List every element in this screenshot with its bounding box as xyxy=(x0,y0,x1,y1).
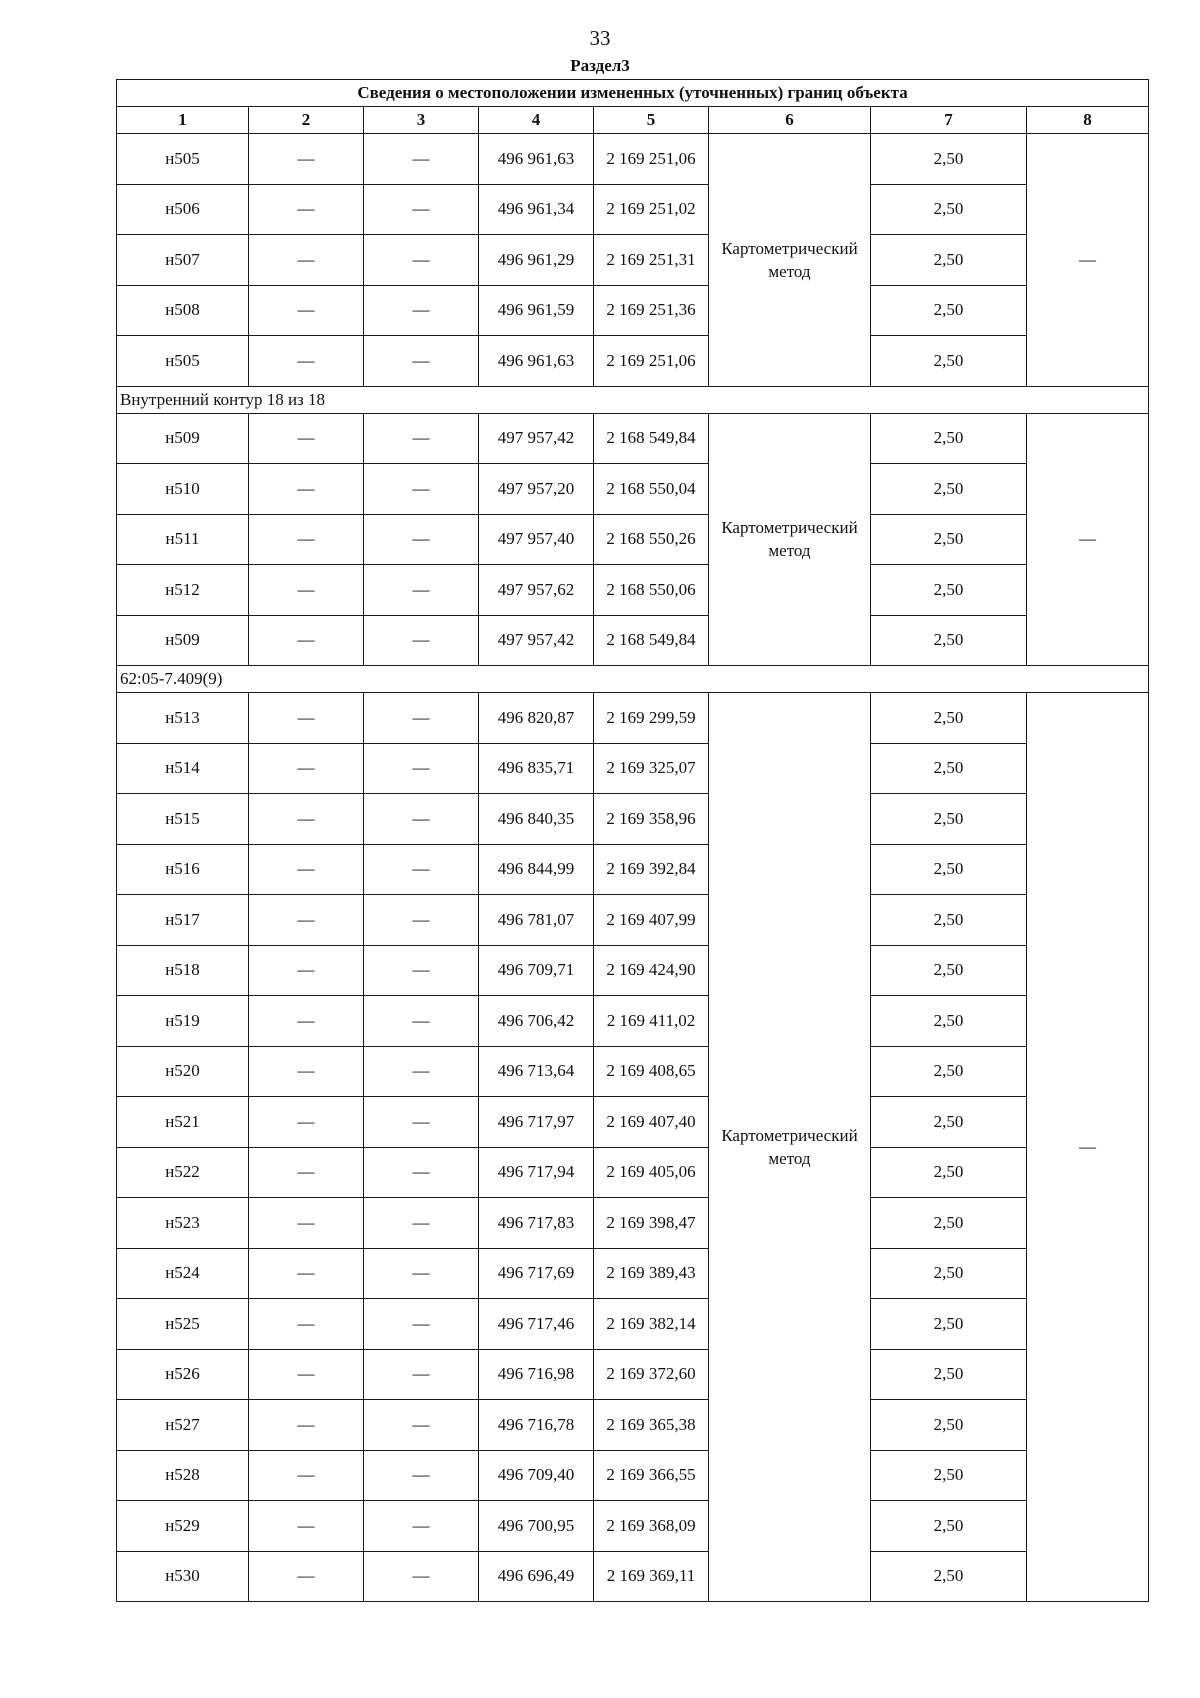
x-coordinate-cell: 496 717,97 xyxy=(479,1097,594,1148)
point-name-cell: н513 xyxy=(117,693,249,744)
column-3-cell: — xyxy=(364,1551,479,1602)
column-2-cell: — xyxy=(249,285,364,336)
column-2-cell: — xyxy=(249,1046,364,1097)
column-number: 8 xyxy=(1027,107,1149,134)
accuracy-cell: 2,50 xyxy=(871,1248,1027,1299)
column-3-cell: — xyxy=(364,1450,479,1501)
y-coordinate-cell: 2 169 407,99 xyxy=(594,895,709,946)
column-2-cell: — xyxy=(249,336,364,387)
table-row xyxy=(117,1551,1149,1602)
method-cell: Картометрический метод xyxy=(709,413,871,666)
table-row xyxy=(117,743,1149,794)
column-3-cell: — xyxy=(364,1147,479,1198)
column-3-cell: — xyxy=(364,134,479,185)
column-number-row xyxy=(117,107,1149,134)
column-3-cell: — xyxy=(364,945,479,996)
accuracy-cell: 2,50 xyxy=(871,693,1027,744)
point-name-cell: н528 xyxy=(117,1450,249,1501)
y-coordinate-cell: 2 169 389,43 xyxy=(594,1248,709,1299)
column-3-cell: — xyxy=(364,285,479,336)
accuracy-cell: 2,50 xyxy=(871,134,1027,185)
point-name-cell: н514 xyxy=(117,743,249,794)
table-row xyxy=(117,336,1149,387)
point-name-cell: н525 xyxy=(117,1299,249,1350)
x-coordinate-cell: 497 957,20 xyxy=(479,464,594,515)
x-coordinate-cell: 497 957,42 xyxy=(479,615,594,666)
x-coordinate-cell: 496 716,98 xyxy=(479,1349,594,1400)
point-name-cell: н505 xyxy=(117,134,249,185)
y-coordinate-cell: 2 169 251,36 xyxy=(594,285,709,336)
point-name-cell: н506 xyxy=(117,184,249,235)
accuracy-cell: 2,50 xyxy=(871,1046,1027,1097)
column-number: 2 xyxy=(249,107,364,134)
accuracy-cell: 2,50 xyxy=(871,1551,1027,1602)
group-label-row xyxy=(117,666,1149,693)
y-coordinate-cell: 2 169 325,07 xyxy=(594,743,709,794)
y-coordinate-cell: 2 169 365,38 xyxy=(594,1400,709,1451)
y-coordinate-cell: 2 169 405,06 xyxy=(594,1147,709,1198)
column-number: 4 xyxy=(479,107,594,134)
column-2-cell: — xyxy=(249,1349,364,1400)
point-name-cell: н529 xyxy=(117,1501,249,1552)
accuracy-cell: 2,50 xyxy=(871,996,1027,1047)
table-row xyxy=(117,1349,1149,1400)
x-coordinate-cell: 496 706,42 xyxy=(479,996,594,1047)
table-row xyxy=(117,693,1149,744)
accuracy-cell: 2,50 xyxy=(871,464,1027,515)
accuracy-cell: 2,50 xyxy=(871,844,1027,895)
y-coordinate-cell: 2 169 411,02 xyxy=(594,996,709,1047)
table-row xyxy=(117,514,1149,565)
column-number: 3 xyxy=(364,107,479,134)
method-cell: Картометрический метод xyxy=(709,693,871,1602)
column-2-cell: — xyxy=(249,413,364,464)
table-row xyxy=(117,134,1149,185)
y-coordinate-cell: 2 169 424,90 xyxy=(594,945,709,996)
y-coordinate-cell: 2 168 549,84 xyxy=(594,413,709,464)
x-coordinate-cell: 496 835,71 xyxy=(479,743,594,794)
column-2-cell: — xyxy=(249,996,364,1047)
point-name-cell: н512 xyxy=(117,565,249,616)
y-coordinate-cell: 2 169 251,02 xyxy=(594,184,709,235)
point-name-cell: н516 xyxy=(117,844,249,895)
x-coordinate-cell: 496 717,94 xyxy=(479,1147,594,1198)
x-coordinate-cell: 497 957,40 xyxy=(479,514,594,565)
x-coordinate-cell: 496 961,29 xyxy=(479,235,594,286)
column-3-cell: — xyxy=(364,464,479,515)
column-2-cell: — xyxy=(249,1147,364,1198)
column-2-cell: — xyxy=(249,1501,364,1552)
column-3-cell: — xyxy=(364,1198,479,1249)
x-coordinate-cell: 496 709,71 xyxy=(479,945,594,996)
table-row xyxy=(117,1248,1149,1299)
point-name-cell: н527 xyxy=(117,1400,249,1451)
y-coordinate-cell: 2 169 251,06 xyxy=(594,134,709,185)
point-name-cell: н505 xyxy=(117,336,249,387)
accuracy-cell: 2,50 xyxy=(871,413,1027,464)
x-coordinate-cell: 496 961,34 xyxy=(479,184,594,235)
accuracy-cell: 2,50 xyxy=(871,285,1027,336)
column-2-cell: — xyxy=(249,794,364,845)
y-coordinate-cell: 2 169 398,47 xyxy=(594,1198,709,1249)
point-name-cell: н510 xyxy=(117,464,249,515)
x-coordinate-cell: 496 696,49 xyxy=(479,1551,594,1602)
point-name-cell: н519 xyxy=(117,996,249,1047)
column-3-cell: — xyxy=(364,743,479,794)
x-coordinate-cell: 496 844,99 xyxy=(479,844,594,895)
column-2-cell: — xyxy=(249,615,364,666)
column-2-cell: — xyxy=(249,1400,364,1451)
y-coordinate-cell: 2 169 366,55 xyxy=(594,1450,709,1501)
column-2-cell: — xyxy=(249,184,364,235)
column-number: 5 xyxy=(594,107,709,134)
column-2-cell: — xyxy=(249,235,364,286)
accuracy-cell: 2,50 xyxy=(871,1097,1027,1148)
y-coordinate-cell: 2 169 408,65 xyxy=(594,1046,709,1097)
column-3-cell: — xyxy=(364,1097,479,1148)
accuracy-cell: 2,50 xyxy=(871,794,1027,845)
table-row xyxy=(117,1147,1149,1198)
table-row xyxy=(117,615,1149,666)
x-coordinate-cell: 496 961,63 xyxy=(479,134,594,185)
x-coordinate-cell: 496 716,78 xyxy=(479,1400,594,1451)
column-number: 6 xyxy=(709,107,871,134)
accuracy-cell: 2,50 xyxy=(871,336,1027,387)
column-2-cell: — xyxy=(249,1198,364,1249)
column-3-cell: — xyxy=(364,1046,479,1097)
table-row xyxy=(117,285,1149,336)
x-coordinate-cell: 496 961,63 xyxy=(479,336,594,387)
accuracy-cell: 2,50 xyxy=(871,945,1027,996)
accuracy-cell: 2,50 xyxy=(871,615,1027,666)
accuracy-cell: 2,50 xyxy=(871,514,1027,565)
y-coordinate-cell: 2 169 382,14 xyxy=(594,1299,709,1350)
coordinates-table xyxy=(116,79,1149,1602)
y-coordinate-cell: 2 169 372,60 xyxy=(594,1349,709,1400)
column-3-cell: — xyxy=(364,413,479,464)
column-2-cell: — xyxy=(249,895,364,946)
table-row xyxy=(117,996,1149,1047)
point-name-cell: н518 xyxy=(117,945,249,996)
y-coordinate-cell: 2 168 550,04 xyxy=(594,464,709,515)
table-caption: Сведения о местоположении измененных (уточненных) границ объекта xyxy=(117,80,1149,107)
column-2-cell: — xyxy=(249,743,364,794)
column-2-cell: — xyxy=(249,464,364,515)
point-name-cell: н520 xyxy=(117,1046,249,1097)
accuracy-cell: 2,50 xyxy=(871,1299,1027,1350)
y-coordinate-cell: 2 169 299,59 xyxy=(594,693,709,744)
y-coordinate-cell: 2 169 251,06 xyxy=(594,336,709,387)
table-row xyxy=(117,945,1149,996)
y-coordinate-cell: 2 168 549,84 xyxy=(594,615,709,666)
table-row xyxy=(117,184,1149,235)
point-name-cell: н522 xyxy=(117,1147,249,1198)
column-8-cell: — xyxy=(1027,693,1149,1602)
point-name-cell: н515 xyxy=(117,794,249,845)
table-row xyxy=(117,1097,1149,1148)
table-body xyxy=(117,134,1149,1602)
column-2-cell: — xyxy=(249,693,364,744)
table-row xyxy=(117,1046,1149,1097)
table-row xyxy=(117,1198,1149,1249)
accuracy-cell: 2,50 xyxy=(871,1450,1027,1501)
column-2-cell: — xyxy=(249,844,364,895)
column-2-cell: — xyxy=(249,1097,364,1148)
table-row xyxy=(117,794,1149,845)
column-number: 7 xyxy=(871,107,1027,134)
column-2-cell: — xyxy=(249,1551,364,1602)
table-row xyxy=(117,1400,1149,1451)
table-row xyxy=(117,1450,1149,1501)
column-8-cell: — xyxy=(1027,134,1149,387)
column-2-cell: — xyxy=(249,565,364,616)
accuracy-cell: 2,50 xyxy=(871,895,1027,946)
column-3-cell: — xyxy=(364,1248,479,1299)
column-2-cell: — xyxy=(249,134,364,185)
table-row xyxy=(117,844,1149,895)
accuracy-cell: 2,50 xyxy=(871,1400,1027,1451)
point-name-cell: н509 xyxy=(117,413,249,464)
accuracy-cell: 2,50 xyxy=(871,1501,1027,1552)
column-3-cell: — xyxy=(364,184,479,235)
y-coordinate-cell: 2 169 392,84 xyxy=(594,844,709,895)
column-3-cell: — xyxy=(364,565,479,616)
column-2-cell: — xyxy=(249,1299,364,1350)
accuracy-cell: 2,50 xyxy=(871,235,1027,286)
x-coordinate-cell: 497 957,62 xyxy=(479,565,594,616)
table-row xyxy=(117,1501,1149,1552)
x-coordinate-cell: 496 713,64 xyxy=(479,1046,594,1097)
column-number: 1 xyxy=(117,107,249,134)
column-3-cell: — xyxy=(364,844,479,895)
section-title: Раздел3 xyxy=(570,56,630,75)
column-2-cell: — xyxy=(249,945,364,996)
point-name-cell: н511 xyxy=(117,514,249,565)
accuracy-cell: 2,50 xyxy=(871,743,1027,794)
column-3-cell: — xyxy=(364,514,479,565)
point-name-cell: н524 xyxy=(117,1248,249,1299)
y-coordinate-cell: 2 169 368,09 xyxy=(594,1501,709,1552)
x-coordinate-cell: 497 957,42 xyxy=(479,413,594,464)
x-coordinate-cell: 496 717,69 xyxy=(479,1248,594,1299)
point-name-cell: н509 xyxy=(117,615,249,666)
column-8-cell: — xyxy=(1027,413,1149,666)
column-3-cell: — xyxy=(364,794,479,845)
table-row xyxy=(117,464,1149,515)
y-coordinate-cell: 2 169 251,31 xyxy=(594,235,709,286)
method-cell: Картометрический метод xyxy=(709,134,871,387)
point-name-cell: н507 xyxy=(117,235,249,286)
x-coordinate-cell: 496 717,46 xyxy=(479,1299,594,1350)
x-coordinate-cell: 496 700,95 xyxy=(479,1501,594,1552)
accuracy-cell: 2,50 xyxy=(871,184,1027,235)
column-2-cell: — xyxy=(249,514,364,565)
point-name-cell: н517 xyxy=(117,895,249,946)
group-label: 62:05-7.409(9) xyxy=(117,666,1149,693)
column-3-cell: — xyxy=(364,996,479,1047)
x-coordinate-cell: 496 961,59 xyxy=(479,285,594,336)
column-3-cell: — xyxy=(364,1299,479,1350)
point-name-cell: н523 xyxy=(117,1198,249,1249)
column-3-cell: — xyxy=(364,1349,479,1400)
x-coordinate-cell: 496 840,35 xyxy=(479,794,594,845)
column-3-cell: — xyxy=(364,895,479,946)
x-coordinate-cell: 496 709,40 xyxy=(479,1450,594,1501)
group-label-row xyxy=(117,386,1149,413)
column-3-cell: — xyxy=(364,615,479,666)
y-coordinate-cell: 2 168 550,26 xyxy=(594,514,709,565)
y-coordinate-cell: 2 169 358,96 xyxy=(594,794,709,845)
table-row xyxy=(117,413,1149,464)
table-row xyxy=(117,1299,1149,1350)
column-3-cell: — xyxy=(364,1400,479,1451)
accuracy-cell: 2,50 xyxy=(871,1198,1027,1249)
column-3-cell: — xyxy=(364,1501,479,1552)
column-2-cell: — xyxy=(249,1248,364,1299)
column-3-cell: — xyxy=(364,693,479,744)
y-coordinate-cell: 2 169 369,11 xyxy=(594,1551,709,1602)
accuracy-cell: 2,50 xyxy=(871,1147,1027,1198)
accuracy-cell: 2,50 xyxy=(871,565,1027,616)
y-coordinate-cell: 2 169 407,40 xyxy=(594,1097,709,1148)
table-row xyxy=(117,235,1149,286)
accuracy-cell: 2,50 xyxy=(871,1349,1027,1400)
table-row xyxy=(117,565,1149,616)
table-row xyxy=(117,895,1149,946)
point-name-cell: н530 xyxy=(117,1551,249,1602)
point-name-cell: н508 xyxy=(117,285,249,336)
point-name-cell: н521 xyxy=(117,1097,249,1148)
column-2-cell: — xyxy=(249,1450,364,1501)
x-coordinate-cell: 496 820,87 xyxy=(479,693,594,744)
y-coordinate-cell: 2 168 550,06 xyxy=(594,565,709,616)
page-number: 33 xyxy=(589,26,611,50)
point-name-cell: н526 xyxy=(117,1349,249,1400)
group-label: Внутренний контур 18 из 18 xyxy=(117,386,1149,413)
x-coordinate-cell: 496 781,07 xyxy=(479,895,594,946)
column-3-cell: — xyxy=(364,235,479,286)
column-3-cell: — xyxy=(364,336,479,387)
x-coordinate-cell: 496 717,83 xyxy=(479,1198,594,1249)
